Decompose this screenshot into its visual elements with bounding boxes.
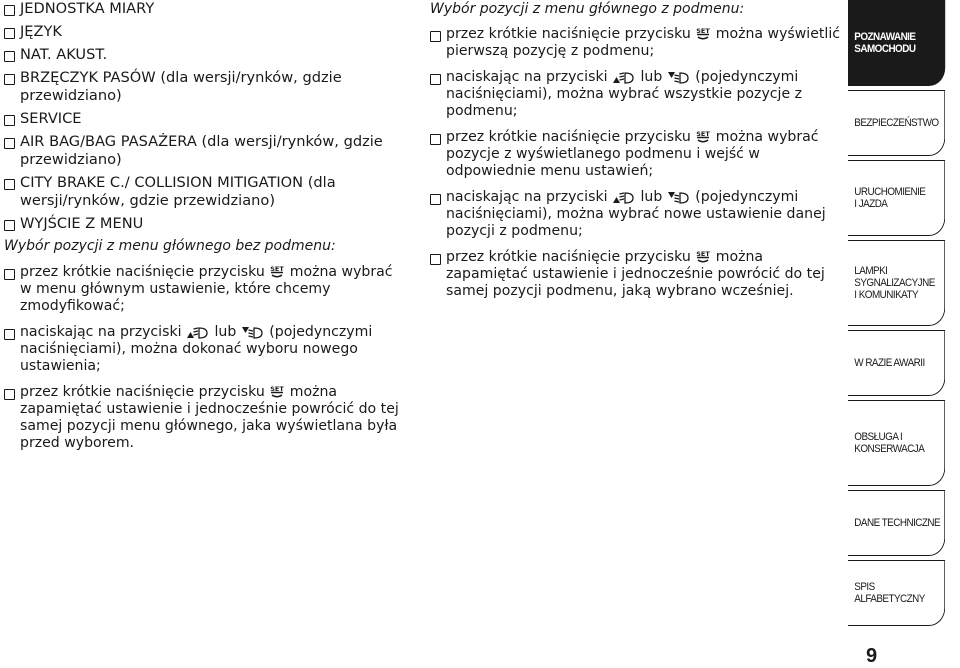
instruction-bullet: przez krótkie naciśnięcie przycisku SET można zapamiętać ustawienie i jednocześnie powrócić do tej samej pozycji podmenu, jaką wybrano wcześniej. <box>430 249 840 300</box>
right-column <box>430 0 840 309</box>
menu-item-airbag: AIR BAG/BAG PASAŻERA (dla wersji/rynków, gdzie przewidziano) <box>4 133 404 169</box>
tab-spis-alfabetyczny[interactable] <box>848 560 945 626</box>
menu-item-unit: JEDNOSTKA MIARY <box>4 0 404 18</box>
svg-text:SET: SET <box>696 130 711 138</box>
set-button-icon <box>269 265 285 279</box>
down-arrow-lamp-icon <box>667 70 691 84</box>
tab-label: W RAZIE AWARII <box>854 357 925 369</box>
tab-obsluga-i-konserwacja[interactable] <box>848 400 945 486</box>
instruction-bullet: naciskając na przyciski lub (pojedynczymi naciśnięciami), można dokonać wyboru nowego ustawienia; <box>4 324 404 375</box>
up-arrow-lamp-icon <box>612 190 636 204</box>
instruction-bullet: przez krótkie naciśnięcie przycisku SET można wybrać w menu głównym ustawienie, które chcemy zmodyfikować; <box>4 264 404 315</box>
down-arrow-lamp-icon <box>241 325 265 339</box>
tab-label: DANE TECHNICZNE <box>854 517 941 529</box>
section-heading-no-submenu: Wybór pozycji z menu głównego bez podmenu: <box>4 238 336 254</box>
up-arrow-lamp-icon <box>186 325 210 339</box>
down-arrow-lamp-icon <box>667 190 691 204</box>
menu-item-seatbelt-buzzer: BRZĘCZYK PASÓW (dla wersji/rynków, gdzie przewidziano) <box>4 69 404 105</box>
instruction-bullet: przez krótkie naciśnięcie przycisku SET można zapamiętać ustawienie i jednocześnie powrócić do tej samej pozycji menu głównego, jaka wyświetlana była przed wyborem. <box>4 384 404 452</box>
svg-text:SET: SET <box>270 385 285 393</box>
tab-label: OBSŁUGA I KONSERWACJA <box>854 431 925 455</box>
tab-dane-techniczne[interactable] <box>848 490 945 556</box>
set-button-icon <box>695 27 711 41</box>
menu-item-volume: NAT. AKUST. <box>4 46 404 64</box>
instruction-bullet: naciskając na przyciski lub (pojedynczymi naciśnięciami), można wybrać wszystkie pozycje z podmenu; <box>430 69 840 120</box>
tab-label: URUCHOMIENIE I JAZDA <box>854 186 926 210</box>
svg-text:SET: SET <box>696 27 711 35</box>
tab-bezpieczenstwo[interactable] <box>848 90 945 156</box>
section-heading-with-submenu: Wybór pozycji z menu głównego z podmenu: <box>430 1 745 17</box>
menu-item-city-brake: CITY BRAKE C./ COLLISION MITIGATION (dla wersji/rynków, gdzie przewidziano) <box>4 174 404 210</box>
chapter-tabs <box>848 0 960 667</box>
set-button-icon <box>695 130 711 144</box>
set-button-icon <box>269 385 285 399</box>
svg-text:SET: SET <box>270 265 285 273</box>
menu-item-service: SERVICE <box>4 110 404 128</box>
svg-text:SET: SET <box>696 250 711 258</box>
instruction-bullet: przez krótkie naciśnięcie przycisku SET można wyświetlić pierwszą pozycję z podmenu; <box>430 26 840 60</box>
tab-label: POZNAWANIE SAMOCHODU <box>854 31 916 55</box>
left-column <box>4 0 404 461</box>
page-number: 9 <box>866 645 878 667</box>
set-button-icon <box>695 250 711 264</box>
tab-label: BEZPIECZEŃSTWO <box>854 117 939 129</box>
tab-w-razie-awarii[interactable] <box>848 330 945 396</box>
up-arrow-lamp-icon <box>612 70 636 84</box>
tab-label: LAMPKI SYGNALIZACYJNE I KOMUNIKATY <box>854 265 935 301</box>
tab-poznawanie-samochodu[interactable] <box>848 0 945 86</box>
menu-item-exit: WYJŚCIE Z MENU <box>4 215 404 233</box>
menu-item-language: JĘZYK <box>4 23 404 41</box>
tab-uruchomienie-i-jazda[interactable] <box>848 160 945 236</box>
tab-label: SPIS ALFABETYCZNY <box>854 581 925 605</box>
instruction-bullet: naciskając na przyciski lub (pojedynczymi naciśnięciami), można wybrać nowe ustawienie danej pozycji z podmenu; <box>430 189 840 240</box>
tab-lampki-sygnalizacyjne[interactable] <box>848 240 945 326</box>
instruction-bullet: przez krótkie naciśnięcie przycisku SET można wybrać pozycje z wyświetlanego podmenu i wejść w odpowiednie menu ustawień; <box>430 129 840 180</box>
